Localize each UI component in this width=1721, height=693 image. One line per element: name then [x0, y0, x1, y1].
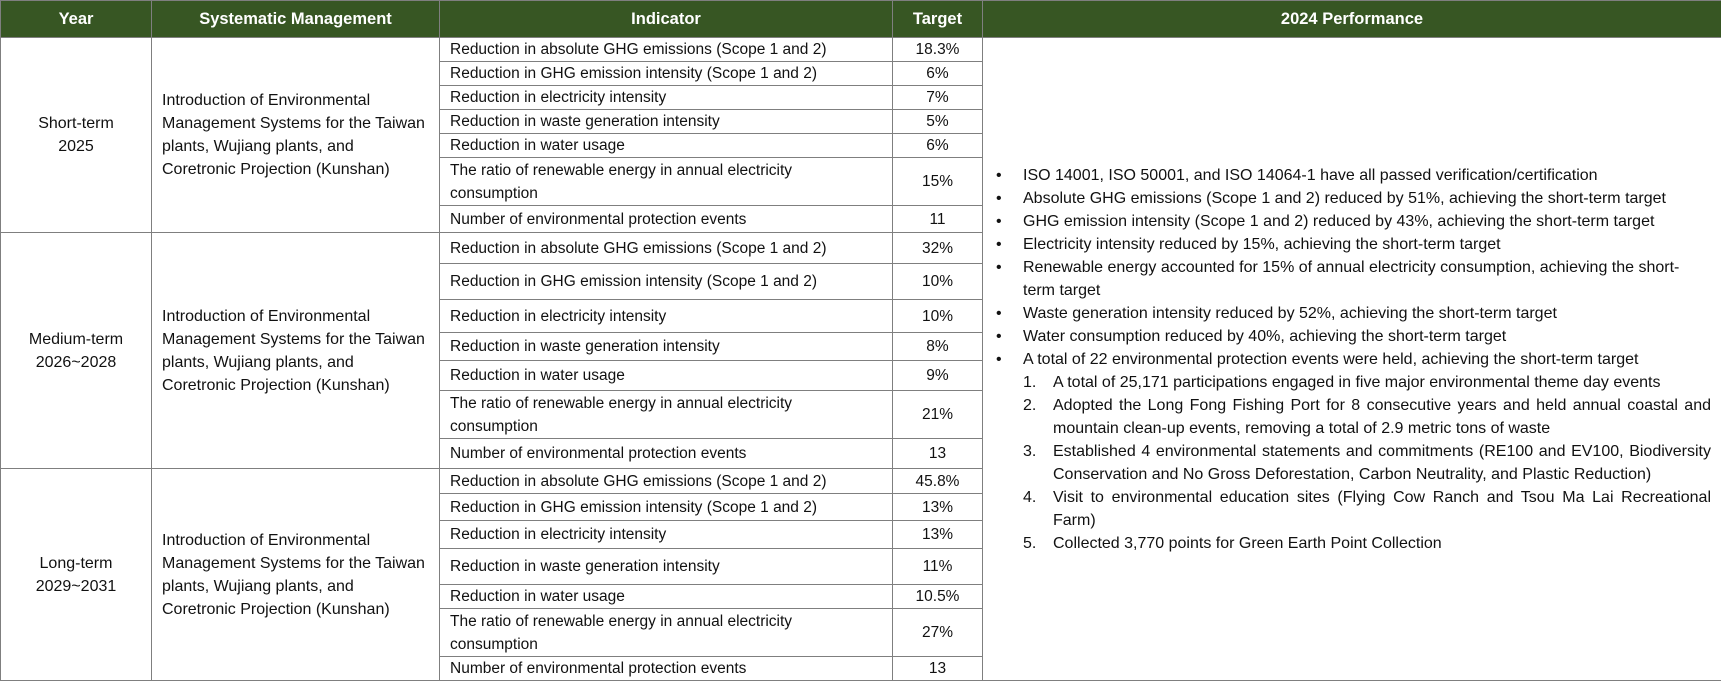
target-cell: 21% [893, 391, 983, 439]
bullet-icon: • [996, 189, 1002, 207]
header-performance: 2024 Performance [983, 1, 1721, 38]
item-number: 3. [1023, 442, 1037, 460]
indicator-cell: Reduction in GHG emission intensity (Scope 1 and 2) [440, 494, 893, 521]
bullet-text: Absolute GHG emissions (Scope 1 and 2) reduced by 51%, achieving the short-term target [1023, 189, 1666, 207]
list-item [993, 256, 1711, 302]
indicator-cell: The ratio of renewable energy in annual electricity consumption [440, 158, 893, 206]
bullet-icon: • [996, 166, 1002, 184]
target-cell: 5% [893, 110, 983, 134]
target-cell: 32% [893, 233, 983, 264]
list-item [993, 302, 1711, 325]
indicator-cell: The ratio of renewable energy in annual electricity consumption [440, 391, 893, 439]
performance-bullet-list [993, 164, 1711, 371]
list-item [1023, 371, 1711, 394]
term-years: 2029~2031 [35, 577, 117, 595]
target-cell: 7% [893, 86, 983, 110]
list-item [993, 187, 1711, 210]
target-cell: 45.8% [893, 469, 983, 494]
target-cell: 8% [893, 333, 983, 361]
item-text: A total of 25,171 participations engaged in five major environmental theme day events [1053, 373, 1661, 391]
header-target: Target [893, 1, 983, 38]
term-label: Long-term [39, 554, 113, 572]
target-cell: 15% [893, 158, 983, 206]
list-item [1023, 532, 1711, 555]
item-number: 2. [1023, 396, 1037, 414]
target-cell: 11 [893, 206, 983, 233]
item-number: 1. [1023, 373, 1037, 391]
target-cell: 10% [893, 300, 983, 333]
bullet-text: GHG emission intensity (Scope 1 and 2) reduced by 43%, achieving the short-term target [1023, 212, 1655, 230]
indicator-cell: Reduction in absolute GHG emissions (Scope 1 and 2) [440, 233, 893, 264]
indicator-cell: Reduction in electricity intensity [440, 521, 893, 549]
item-number: 4. [1023, 488, 1037, 506]
term-years: 2026~2028 [35, 353, 117, 371]
list-item [1023, 486, 1711, 532]
term-years: 2025 [58, 138, 94, 155]
year-cell-medium-term [1, 233, 152, 469]
target-cell: 27% [893, 609, 983, 657]
table-header-row [1, 1, 1721, 38]
target-cell: 10.5% [893, 585, 983, 609]
list-item [993, 348, 1711, 371]
indicator-cell: Number of environmental protection events [440, 657, 893, 681]
list-item [993, 164, 1711, 187]
target-cell: 13 [893, 439, 983, 469]
indicator-cell: Number of environmental protection events [440, 439, 893, 469]
indicator-cell: Reduction in GHG emission intensity (Scope 1 and 2) [440, 62, 893, 86]
performance-cell [983, 38, 1721, 681]
indicator-cell: Reduction in absolute GHG emissions (Scope 1 and 2) [440, 469, 893, 494]
header-year: Year [1, 1, 152, 38]
indicator-cell: Reduction in absolute GHG emissions (Scope 1 and 2) [440, 38, 893, 62]
bullet-text: A total of 22 environmental protection events were held, achieving the short-term target [1023, 350, 1639, 368]
target-cell: 10% [893, 264, 983, 300]
list-item [993, 325, 1711, 348]
performance-numbered-list [993, 371, 1711, 555]
bullet-text: Renewable energy accounted for 15% of annual electricity consumption, achieving the short-term target [1023, 258, 1680, 299]
target-cell: 6% [893, 134, 983, 158]
indicator-cell: Number of environmental protection events [440, 206, 893, 233]
bullet-icon: • [996, 258, 1002, 276]
table-row [1, 38, 1721, 62]
list-item [993, 233, 1711, 256]
indicator-cell: Reduction in water usage [440, 361, 893, 391]
year-cell-short-term [1, 38, 152, 233]
bullet-text: Electricity intensity reduced by 15%, achieving the short-term target [1023, 235, 1501, 253]
bullet-icon: • [996, 304, 1002, 322]
target-cell: 9% [893, 361, 983, 391]
list-item [1023, 440, 1711, 486]
list-item [1023, 394, 1711, 440]
item-text: Visit to environmental education sites (Flying Cow Ranch and Tsou Ma Lai Recreational Farm) [1053, 488, 1711, 529]
bullet-icon: • [996, 212, 1002, 230]
header-systematic-management: Systematic Management [152, 1, 440, 38]
year-cell-long-term [1, 469, 152, 681]
management-cell-short-term: Introduction of Environmental Management Systems for the Taiwan plants, Wujiang plants, and Coretronic Projection (Kunshan) [152, 38, 440, 233]
bullet-text: Water consumption reduced by 40%, achieving the short-term target [1023, 327, 1507, 345]
item-text: Collected 3,770 points for Green Earth Point Collection [1053, 534, 1442, 552]
bullet-icon: • [996, 235, 1002, 253]
indicator-cell: Reduction in waste generation intensity [440, 333, 893, 361]
target-cell: 13 [893, 657, 983, 681]
indicator-cell: Reduction in waste generation intensity [440, 110, 893, 134]
bullet-icon: • [996, 327, 1002, 345]
header-indicator: Indicator [440, 1, 893, 38]
indicator-cell: The ratio of renewable energy in annual electricity consumption [440, 609, 893, 657]
term-label: Medium-term [28, 330, 124, 348]
list-item [993, 210, 1711, 233]
target-cell: 6% [893, 62, 983, 86]
target-cell: 13% [893, 521, 983, 549]
indicator-cell: Reduction in GHG emission intensity (Scope 1 and 2) [440, 264, 893, 300]
item-text: Established 4 environmental statements and commitments (RE100 and EV100, Biodiversity Conservation and No Gross Deforestation, Carbon Neutrality, and Plastic Reduction) [1053, 442, 1711, 483]
indicator-cell: Reduction in water usage [440, 585, 893, 609]
target-cell: 18.3% [893, 38, 983, 62]
target-cell: 11% [893, 549, 983, 585]
bullet-text: Waste generation intensity reduced by 52%, achieving the short-term target [1023, 304, 1557, 322]
indicator-cell: Reduction in water usage [440, 134, 893, 158]
indicator-cell: Reduction in waste generation intensity [440, 549, 893, 585]
bullet-icon: • [996, 350, 1002, 368]
item-text: Adopted the Long Fong Fishing Port for 8 consecutive years and held annual coastal and mountain clean-up events, removing a total of 2.9 metric tons of waste [1053, 396, 1711, 437]
bullet-text: ISO 14001, ISO 50001, and ISO 14064-1 have all passed verification/certification [1023, 166, 1598, 184]
indicator-cell: Reduction in electricity intensity [440, 86, 893, 110]
management-cell-medium-term: Introduction of Environmental Management Systems for the Taiwan plants, Wujiang plants, and Coretronic Projection (Kunshan) [152, 233, 440, 469]
item-number: 5. [1023, 534, 1037, 552]
indicator-cell: Reduction in electricity intensity [440, 300, 893, 333]
target-cell: 13% [893, 494, 983, 521]
management-cell-long-term: Introduction of Environmental Management Systems for the Taiwan plants, Wujiang plants, and Coretronic Projection (Kunshan) [152, 469, 440, 681]
term-label: Short-term [38, 115, 114, 132]
